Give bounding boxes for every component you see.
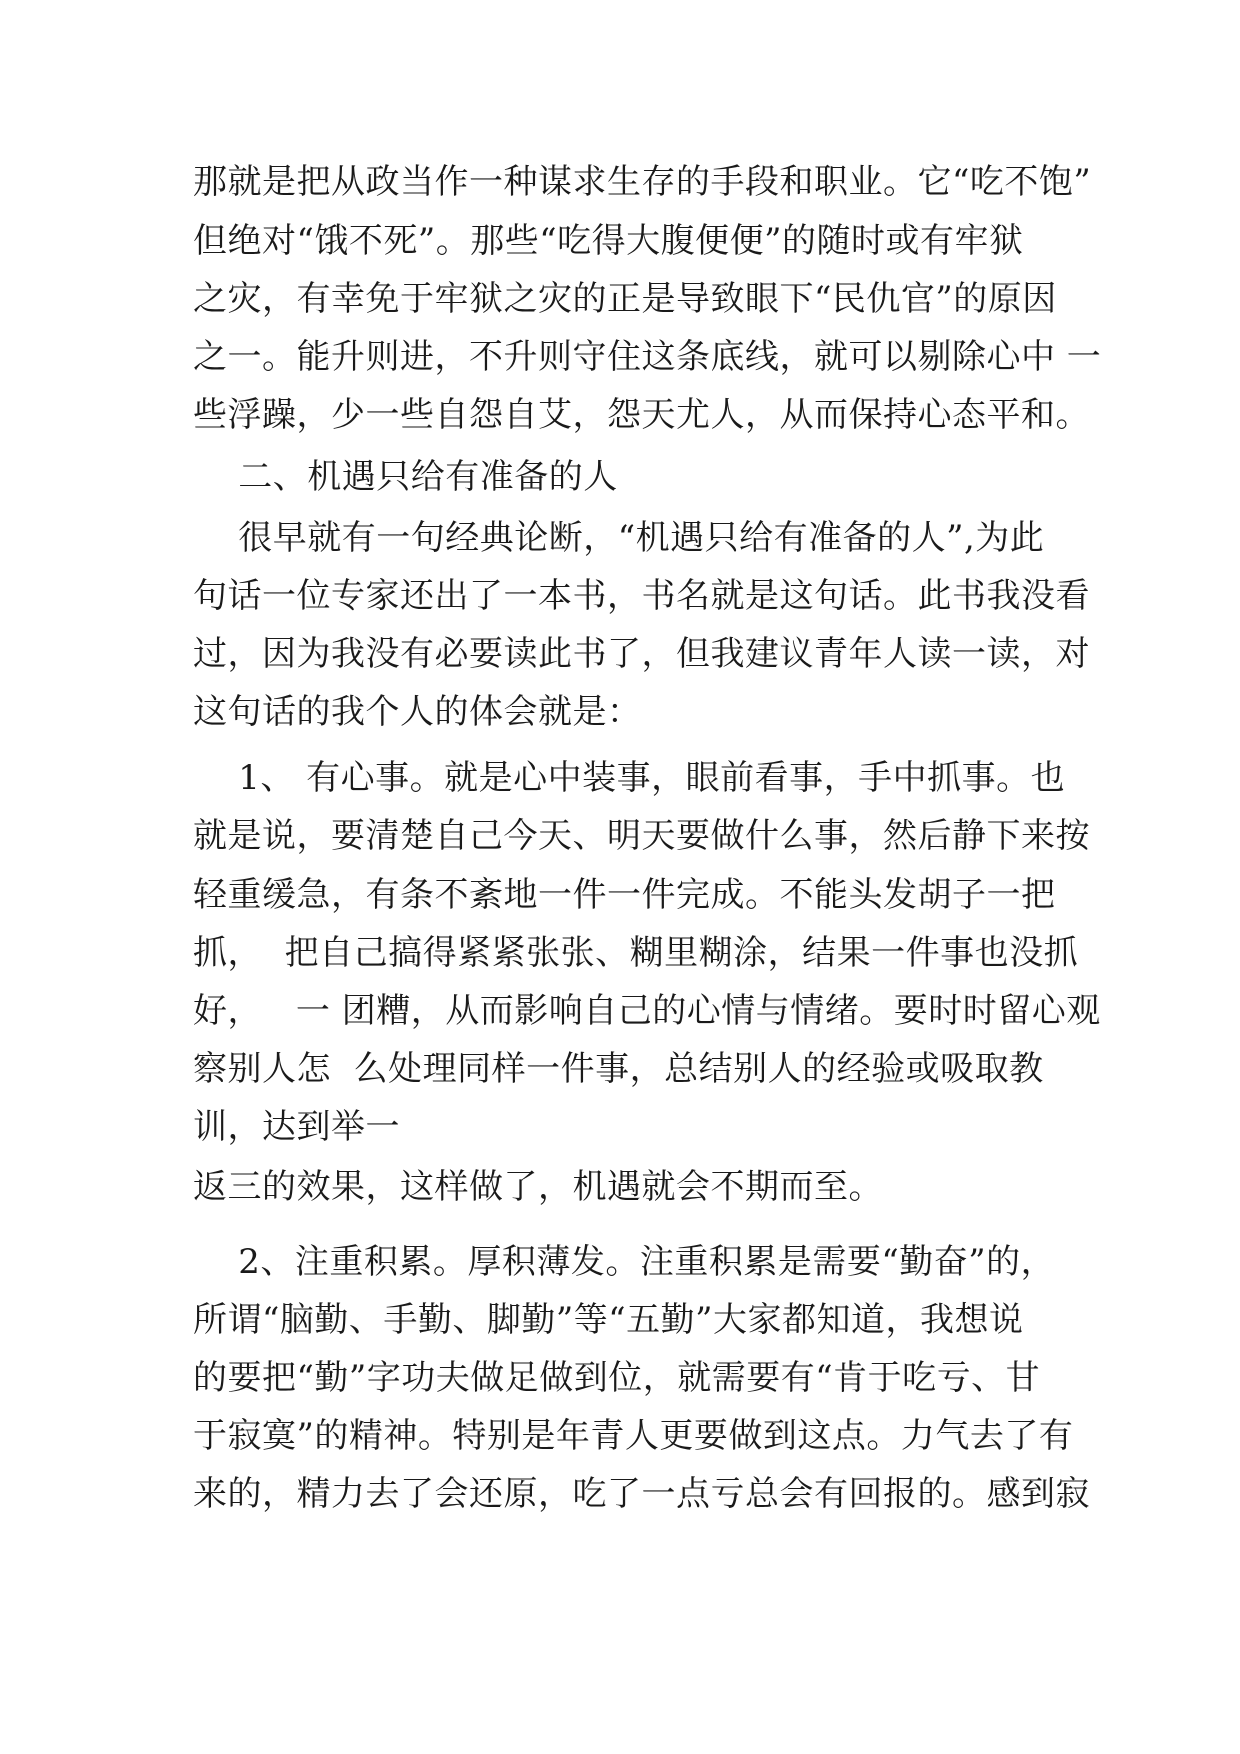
text-line: 来的，精力去了会还原，吃了一点亏总会有回报的。感到寂 (193, 1474, 1090, 1514)
text-line: 但绝对“饿不死”。那些“吃得大腹便便”的随时或有牢狱 (193, 221, 1024, 261)
text-line: 抓， 把自己搞得紧紧张张、糊里糊涂，结果一件事也没抓 (193, 933, 1079, 973)
text-line: 这句话的我个人的体会就是： (193, 692, 642, 732)
text-line: 察别人怎 么处理同样一件事，总结别人的经验或吸取教 (193, 1049, 1044, 1089)
text-line: 好， 一 团糟，从而影响自己的心情与情绪。要时时留心观 (193, 991, 1101, 1031)
text-line: 于寂寞”的精神。特别是年青人更要做到这点。力气去了有 (193, 1416, 1074, 1456)
text-line: 些浮躁，少一些自怨自艾，怨天尤人，从而保持心态平和。 (193, 395, 1090, 435)
text-line: 轻重缓急，有条不紊地一件一件完成。不能头发胡子一把 (193, 875, 1056, 915)
text-line: 过，因为我没有必要读此书了，但我建议青年人读一读，对 (193, 634, 1090, 674)
text-line: 训，达到举一 (193, 1107, 400, 1147)
text-line: 的要把“勤”字功夫做足做到位，就需要有“肯于吃亏、甘 (193, 1358, 1041, 1398)
text-line: 很早就有一句经典论断，“机遇只给有准备的人”,为此 (193, 518, 1045, 558)
text-line: 之灾，有幸免于牢狱之灾的正是导致眼下“民仇官”的原因 (193, 279, 1057, 319)
section-heading: 二、机遇只给有准备的人 (193, 457, 618, 497)
text-line: 返三的效果，这样做了，机遇就会不期而至。 (193, 1167, 883, 1207)
text-line: 1、 有心事。就是心中装事，眼前看事，手中抓事。也 (193, 758, 1066, 798)
text-line: 句话一位专家还出了一本书，书名就是这句话。此书我没看 (193, 576, 1090, 616)
text-line: 那就是把从政当作一种谋求生存的手段和职业。它“吃不饱” (193, 162, 1092, 202)
text-line: 之一。能升则进，不升则守住这条底线，就可以剔除心中 一 (193, 337, 1102, 377)
text-line: 2、注重积累。厚积薄发。注重积累是需要“勤奋”的， (193, 1242, 1056, 1282)
text-line: 所谓“脑勤、手勤、脚勤”等“五勤”大家都知道，我想说 (193, 1300, 1024, 1340)
text-line: 就是说，要清楚自己今天、明天要做什么事，然后静下来按 (193, 816, 1090, 856)
